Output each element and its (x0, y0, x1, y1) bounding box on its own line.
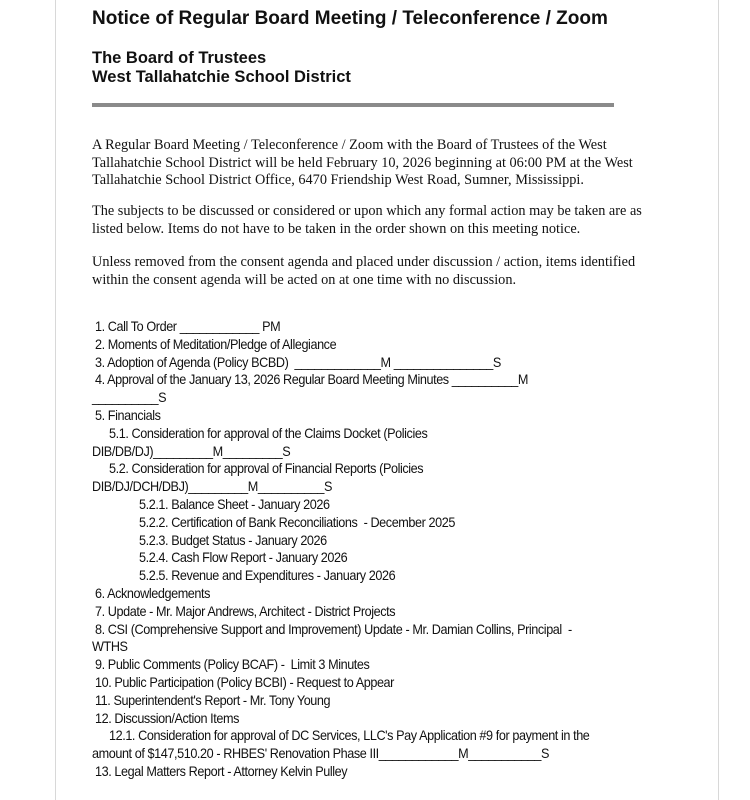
page-right-edge (718, 0, 719, 800)
notice-title: Notice of Regular Board Meeting / Teleconference / Zoom (92, 8, 608, 29)
agenda-item: 5.2.4. Cash Flow Report - January 2026 (139, 550, 348, 566)
district-name: West Tallahatchie School District (92, 68, 351, 86)
agenda-item: 9. Public Comments (Policy BCAF) - Limit 3 Minutes (95, 657, 370, 673)
agenda-item: 13. Legal Matters Report - Attorney Kelvin Pulley (95, 764, 348, 779)
agenda-item: 2. Moments of Meditation/Pledge of Allegiance (95, 336, 337, 352)
agenda-item: amount of $147,510.20 - RHBES' Renovation Phase III____________M___________S (92, 746, 549, 762)
paragraph-line: Tallahatchie School District will be held February 10, 2026 beginning at 06:00 PM at the West (92, 154, 633, 171)
paragraph-line: Tallahatchie School District Office, 6470 Friendship West Road, Sumner, Mississippi. (92, 172, 584, 188)
agenda-item: __________S (92, 390, 167, 406)
notice-paragraph (92, 254, 662, 289)
agenda-item: 3. Adoption of Agenda (Policy BCBD) _____________M _______________S (95, 354, 501, 370)
agenda-item: 6. Acknowledgements (95, 586, 211, 601)
notice-paragraph (92, 137, 662, 190)
agenda-item: DIB/DB/DJ)_________M_________S (92, 443, 291, 459)
paragraph-line: listed below. Items do not have to be taken in the order shown on this meeting notice. (92, 220, 581, 237)
agenda-item: 5.2.1. Balance Sheet - January 2026 (139, 497, 330, 512)
agenda-item: 8. CSI (Comprehensive Support and Improvement) Update - Mr. Damian Collins, Principal - (95, 621, 572, 637)
agenda-item: DIB/DJ/DCH/DBJ)_________M__________S (92, 479, 333, 495)
agenda-item: 5.2. Consideration for approval of Financial Reports (Policies (109, 461, 424, 477)
agenda-item: WTHS (92, 639, 128, 655)
agenda-item: 5. Financials (95, 408, 161, 423)
agenda-item: 5.1. Consideration for approval of the Claims Docket (Policies (109, 425, 428, 441)
paragraph-line: within the consent agenda will be acted on at one time with no discussion. (92, 271, 517, 288)
paragraph-line: A Regular Board Meeting / Teleconference / Zoom with the Board of Trustees of the West (92, 137, 607, 153)
agenda-item: 1. Call To Order ____________ PM (95, 319, 281, 334)
paragraph-line: Unless removed from the consent agenda and placed under discussion / action, items identified (92, 254, 636, 270)
notice-paragraph (92, 203, 662, 238)
agenda-item: 12. Discussion/Action Items (95, 710, 239, 726)
agenda-item: 5.2.3. Budget Status - January 2026 (139, 532, 327, 548)
agenda-item: 12.1. Consideration for approval of DC Services, LLC's Pay Application #9 for payment in the (109, 728, 590, 744)
agenda-item: 5.2.2. Certification of Bank Reconciliations - December 2025 (139, 514, 455, 530)
agenda-item: 10. Public Participation (Policy BCBI) - Request to Appear (95, 675, 394, 690)
paragraph-line: The subjects to be discussed or considered or upon which any formal action may be taken are as (92, 203, 642, 219)
header-divider (92, 103, 614, 107)
agenda-item: 7. Update - Mr. Major Andrews, Architect - District Projects (95, 603, 396, 619)
agenda-item: 11. Superintendent's Report - Mr. Tony Young (95, 692, 331, 708)
agenda-item: 5.2.5. Revenue and Expenditures - January 2026 (139, 568, 396, 584)
agenda-item: 4. Approval of the January 13, 2026 Regular Board Meeting Minutes __________M (95, 372, 529, 388)
page-left-edge (55, 0, 56, 800)
board-name: The Board of Trustees (92, 49, 267, 67)
